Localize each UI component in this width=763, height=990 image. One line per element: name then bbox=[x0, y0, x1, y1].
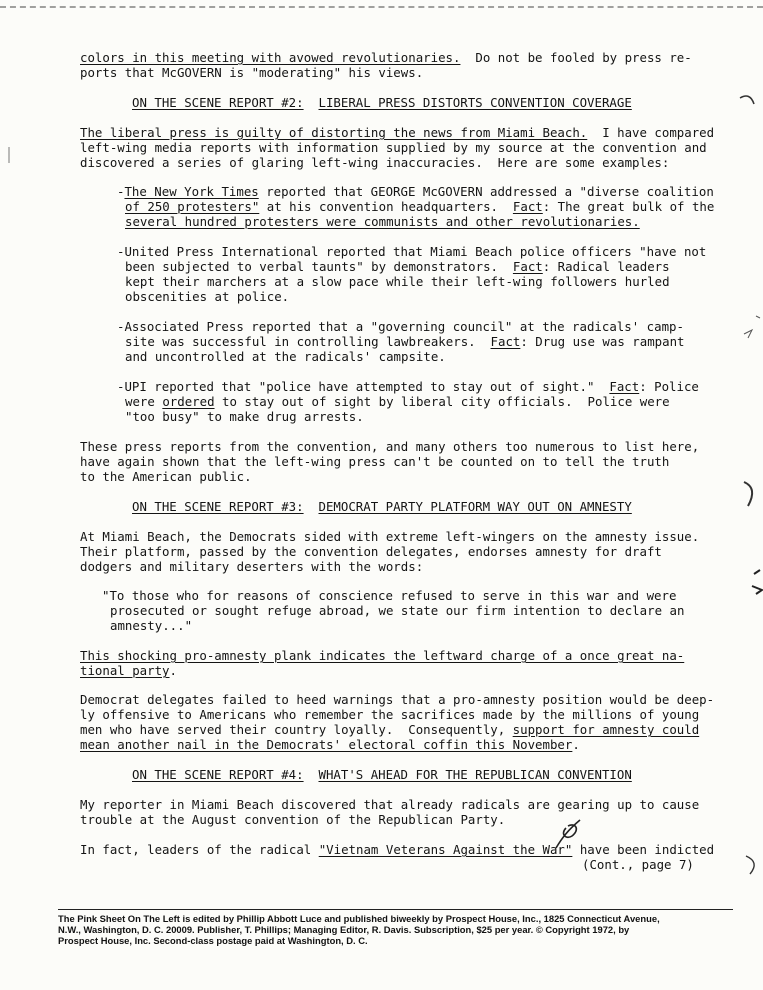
report2-close-line-2: have again shown that the left-wing press can't be counted on to tell the truth bbox=[80, 454, 670, 469]
margin-mark-3 bbox=[740, 478, 760, 510]
report3-p1-line-2: Their platform, passed by the convention delegates, endorses amnesty for draft bbox=[80, 544, 662, 559]
example-1-line-3: several hundred protesters were communists and other revolutionaries. bbox=[125, 214, 640, 229]
margin-mark-5 bbox=[742, 852, 762, 876]
margin-mark-1 bbox=[738, 90, 758, 110]
report4-p1-line-2: trouble at the August convention of the Republican Party. bbox=[80, 812, 506, 827]
example-1-line-1: -The New York Times reported that GEORGE McGOVERN addressed a "diverse coalition bbox=[117, 184, 714, 199]
report3-p3-line-3: men who have served their country loyally. Consequently, support for amnesty could bbox=[80, 722, 700, 737]
example-2-line-3: kept their marchers at a slow pace while their left-wing followers hurled bbox=[125, 274, 670, 289]
report2-close-line-3: to the American public. bbox=[80, 469, 252, 484]
continuation-line-1: colors in this meeting with avowed revolutionaries. Do not be fooled by press re- bbox=[80, 50, 692, 65]
report4-p1-line-1: My reporter in Miami Beach discovered that already radicals are gearing up to cause bbox=[80, 797, 700, 812]
example-4-line-3: "too busy" to make drug arrests. bbox=[125, 409, 364, 424]
margin-mark-4 bbox=[748, 566, 763, 596]
report2-close-line-1: These press reports from the convention, and many others too numerous to list here, bbox=[80, 439, 700, 454]
report3-p3-line-2: ly offensive to Americans who remember the sacrifices made by the millions of young bbox=[80, 707, 700, 722]
footer-line-2: N.W., Washington, D. C. 20009. Publisher, T. Phillips; Managing Editor, R. Davis. Subscription, $25 per year. © Copyright 1972, by bbox=[58, 924, 630, 935]
report3-p2-line-1: This shocking pro-amnesty plank indicates the leftward charge of a once great na- bbox=[80, 648, 685, 663]
publication-footer bbox=[58, 909, 733, 946]
example-3-line-2: site was successful in controlling lawbreakers. Fact: Drug use was rampant bbox=[125, 334, 685, 349]
report3-p1-line-3: dodgers and military deserters with the words: bbox=[80, 559, 424, 574]
report4-p2-line-1: In fact, leaders of the radical "Vietnam Veterans Against the War" have been indicted bbox=[80, 842, 715, 857]
torn-top-edge bbox=[0, 0, 763, 8]
report2-intro-line-1: The liberal press is guilty of distorting the news from Miami Beach. I have compared bbox=[80, 125, 715, 140]
continued-note: (Cont., page 7) bbox=[582, 857, 694, 872]
example-2-line-2: been subjected to verbal taunts" by demonstrators. Fact: Radical leaders bbox=[125, 259, 670, 274]
example-1-line-2: of 250 protesters" at his convention headquarters. Fact: The great bulk of the bbox=[125, 199, 715, 214]
report3-heading: ON THE SCENE REPORT #3: DEMOCRAT PARTY PLATFORM WAY OUT ON AMNESTY bbox=[132, 499, 632, 514]
amnesty-quote-line-1: "To those who for reasons of conscience refused to serve in this war and were bbox=[102, 588, 677, 603]
continuation-line-2: ports that McGOVERN is "moderating" his views. bbox=[80, 65, 424, 80]
report3-p3-line-1: Democrat delegates failed to heed warnings that a pro-amnesty position would be deep- bbox=[80, 692, 715, 707]
margin-mark-2 bbox=[740, 312, 762, 342]
example-3-line-3: and uncontrolled at the radicals' campsite. bbox=[125, 349, 446, 364]
amnesty-quote-line-3: amnesty..." bbox=[110, 618, 193, 633]
report3-p2-line-2: tional party. bbox=[80, 663, 177, 678]
footer-line-3: Prospect House, Inc. Second-class postage paid at Washington, D. C. bbox=[58, 935, 368, 946]
report3-p3-line-4: mean another nail in the Democrats' electoral coffin this November. bbox=[80, 737, 580, 752]
example-4-line-2: were ordered to stay out of sight by liberal city officials. Police were bbox=[125, 394, 670, 409]
example-2-line-4: obscenities at police. bbox=[125, 289, 290, 304]
report2-intro-line-3: discovered a series of glaring left-wing inaccuracies. Here are some examples: bbox=[80, 155, 670, 170]
pen-mark bbox=[550, 816, 590, 856]
example-3-line-1: -Associated Press reported that a "governing council" at the radicals' camp- bbox=[117, 319, 684, 334]
report3-p1-line-1: At Miami Beach, the Democrats sided with extreme left-wingers on the amnesty issue. bbox=[80, 529, 700, 544]
report4-heading: ON THE SCENE REPORT #4: WHAT'S AHEAD FOR THE REPUBLICAN CONVENTION bbox=[132, 767, 632, 782]
example-2-line-1: -United Press International reported that Miami Beach police officers "have not bbox=[117, 244, 707, 259]
report2-heading: ON THE SCENE REPORT #2: LIBERAL PRESS DISTORTS CONVENTION COVERAGE bbox=[132, 95, 632, 110]
report2-intro-line-2: left-wing media reports with information supplied by my source at the convention and bbox=[80, 140, 707, 155]
example-4-line-1: -UPI reported that "police have attempted to stay out of sight." Fact: Police bbox=[117, 379, 699, 394]
amnesty-quote-line-2: prosecuted or sought refuge abroad, we state our firm intention to declare an bbox=[110, 603, 685, 618]
left-margin-mark bbox=[6, 145, 12, 165]
footer-line-1: The Pink Sheet On The Left is edited by Phillip Abbott Luce and published biweekly by Prospect House, Inc., 1825 Connecticut Avenue, bbox=[58, 913, 660, 924]
